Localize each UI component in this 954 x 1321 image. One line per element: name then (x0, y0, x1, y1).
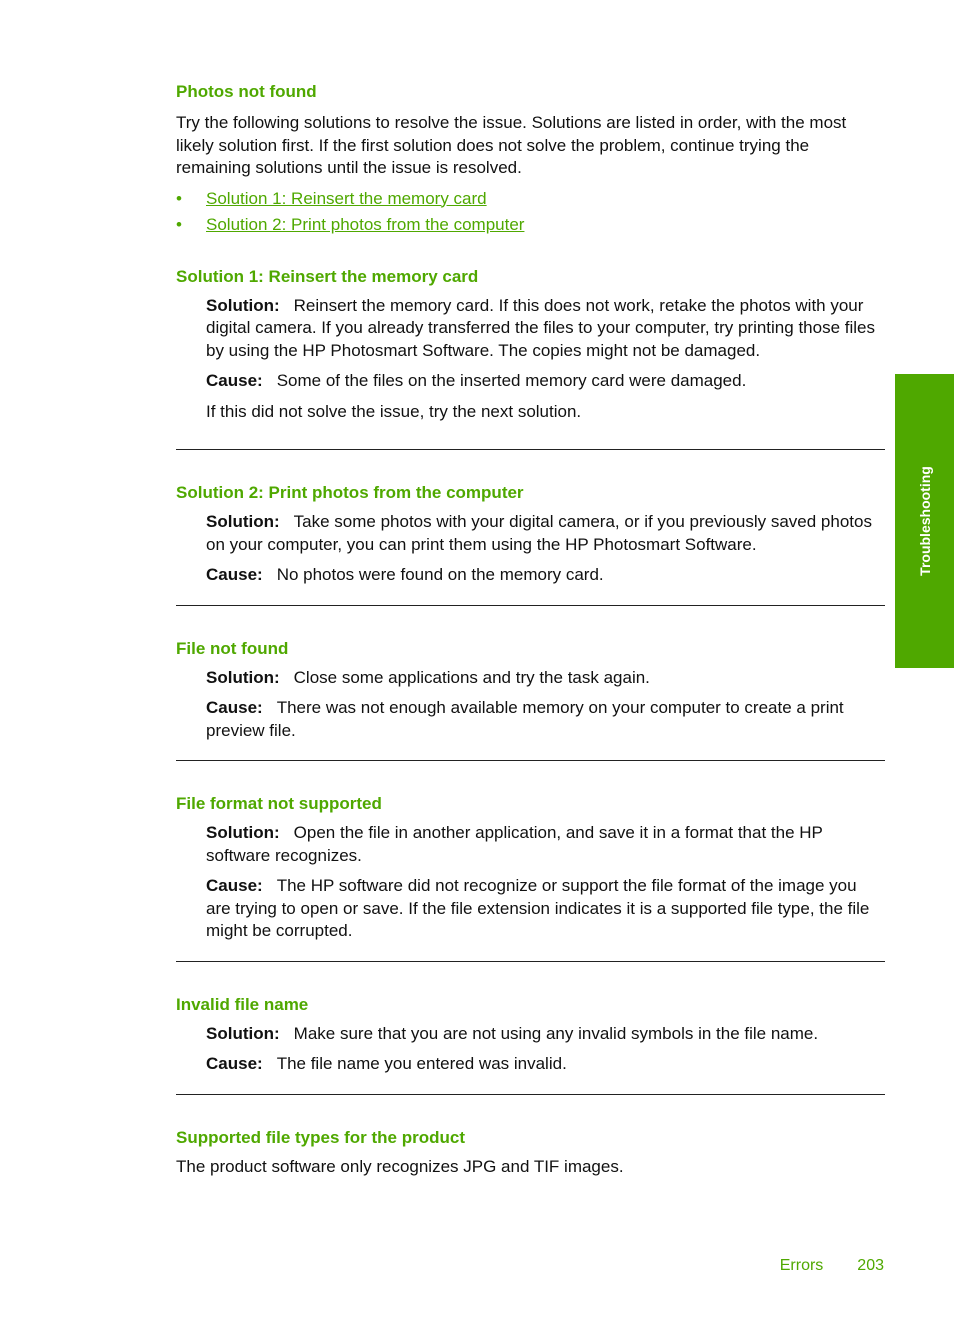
section-divider (176, 961, 885, 962)
heading-supported-file-types: Supported file types for the product (176, 1127, 466, 1147)
list-item (176, 186, 885, 212)
heading-file-format: File format not supported (176, 794, 382, 813)
cause-paragraph (206, 697, 885, 742)
file-not-found-block (176, 667, 885, 743)
solution-paragraph (206, 1023, 885, 1046)
next-solution-note: If this did not solve the issue, try the next solution. (206, 401, 582, 421)
solution-label: Solution: (206, 295, 280, 315)
footer-section-name: Errors (779, 1257, 824, 1274)
solution-2-block (176, 511, 885, 587)
page-number: 203 (857, 1257, 884, 1274)
cause-paragraph (206, 875, 885, 943)
cause-label: Cause: (206, 565, 263, 584)
heading-photos-not-found: Photos not found (176, 82, 317, 101)
cause-text: Some of the files on the inserted memory card were damaged. (276, 371, 747, 390)
chapter-tab-label: Troubleshooting (916, 466, 933, 576)
bullet-icon: • (176, 214, 182, 234)
bullet-icon: • (176, 188, 182, 208)
section-divider (176, 760, 885, 761)
cause-label: Cause: (206, 371, 263, 390)
link-solution-2[interactable]: Solution 2: Print photos from the computer (206, 214, 525, 234)
cause-text: No photos were found on the memory card. (276, 565, 604, 584)
supported-types-paragraph: The product software only recognizes JPG and TIF images. (176, 1156, 624, 1176)
cause-paragraph (206, 1053, 885, 1076)
heading-solution-2: Solution 2: Print photos from the computer (176, 483, 524, 502)
solution-text: Close some applications and try the task again. (293, 667, 650, 687)
solution-1-block (176, 295, 885, 424)
solution-label: Solution: (206, 667, 280, 687)
page-content (176, 80, 885, 1178)
solution-paragraph (206, 295, 885, 363)
file-format-block (176, 822, 885, 943)
chapter-tab (895, 374, 954, 668)
list-item (176, 212, 885, 238)
cause-paragraph (206, 564, 885, 587)
cause-paragraph (206, 370, 885, 393)
link-solution-1[interactable]: Solution 1: Reinsert the memory card (206, 188, 487, 208)
solution-text: Reinsert the memory card. If this does not work, retake the photos with your digital camera. If you already transferred the files to your computer, try printing those files by using the HP Photosmart Software. The copies might not be damaged. (206, 295, 875, 360)
solution-label: Solution: (206, 823, 280, 842)
section-divider (176, 1094, 885, 1095)
solution-links-list (176, 186, 885, 238)
cause-label: Cause: (206, 1054, 263, 1073)
cause-label: Cause: (206, 876, 263, 895)
solution-paragraph (206, 511, 885, 556)
heading-invalid-file-name: Invalid file name (176, 994, 309, 1014)
solution-text: Take some photos with your digital camera, or if you previously saved photos on your computer, you can print them using the HP Photosmart Software. (206, 512, 872, 554)
section-divider (176, 605, 885, 606)
heading-solution-1: Solution 1: Reinsert the memory card (176, 266, 479, 286)
section-divider (176, 449, 885, 450)
cause-text: The file name you entered was invalid. (276, 1054, 567, 1073)
cause-label: Cause: (206, 698, 263, 717)
intro-paragraph: Try the following solutions to resolve the issue. Solutions are listed in order, with the most likely solution first. If the first solution does not solve the problem, continue trying the remaining solutions until the issue is resolved. (176, 113, 847, 177)
page-footer (780, 1257, 884, 1275)
invalid-name-block (176, 1023, 885, 1076)
solution-label: Solution: (206, 1023, 280, 1043)
solution-label: Solution: (206, 512, 280, 531)
solution-text: Open the file in another application, and save it in a format that the HP software recognizes. (206, 823, 823, 865)
heading-file-not-found: File not found (176, 638, 289, 658)
cause-text: The HP software did not recognize or support the file format of the image you are trying to open or save. If the file extension indicates it is a supported file type, the file might be corrupted. (206, 876, 870, 940)
cause-text: There was not enough available memory on your computer to create a print preview file. (206, 698, 844, 740)
solution-paragraph (206, 822, 885, 867)
solution-paragraph (206, 667, 885, 690)
solution-text: Make sure that you are not using any invalid symbols in the file name. (293, 1023, 819, 1043)
